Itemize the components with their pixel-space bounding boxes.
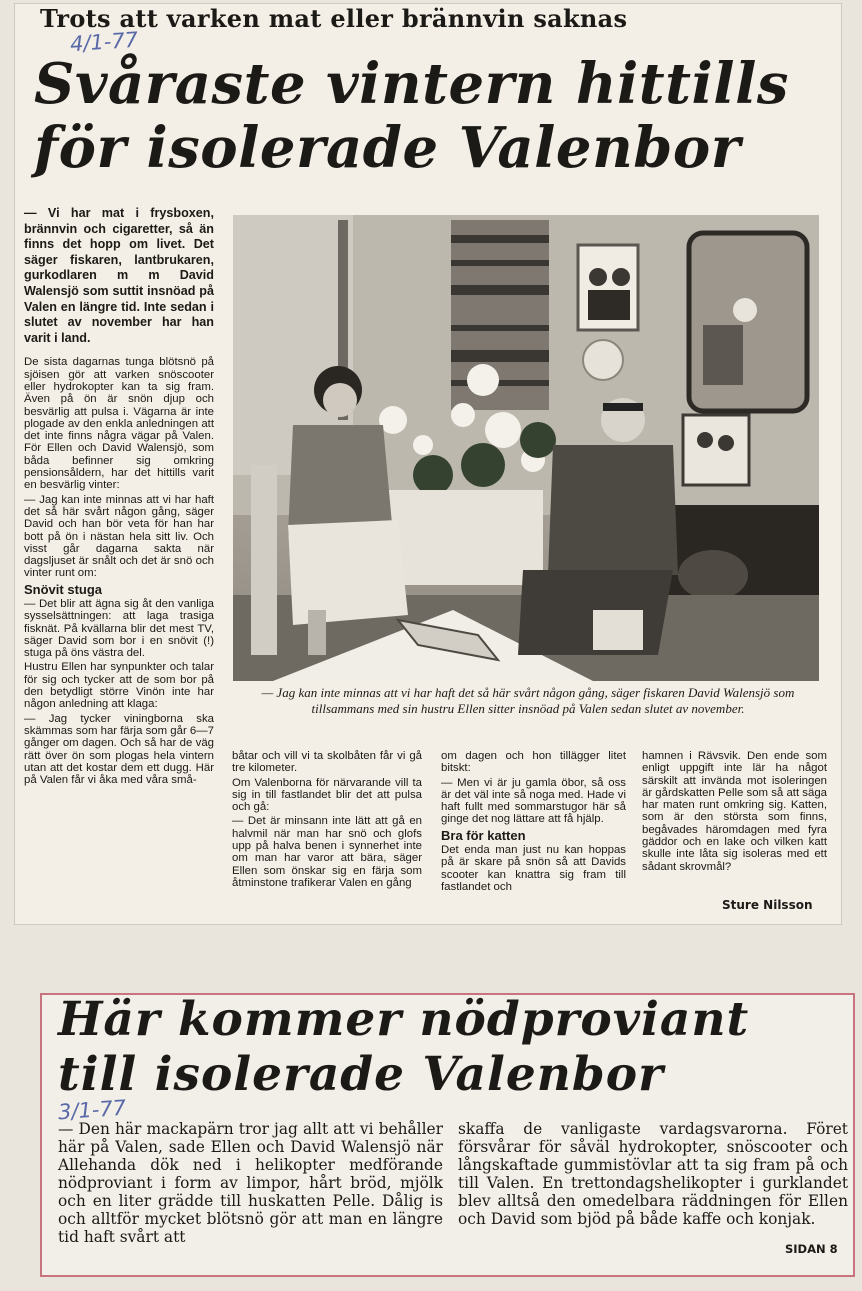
body-paragraph: om dagen och hon tillägger litet bitskt:: [441, 750, 626, 775]
body-paragraph: — Men vi är ju gamla öbor, så oss är det väl inte så noga med. Hade vi haft fullt med sommarstugor här så ginge det nog lättare att få hjälp.: [441, 776, 626, 826]
page-reference: SIDAN 8: [785, 1242, 838, 1256]
subheading-bra-for-katten: Bra för katten: [441, 827, 526, 843]
photo-caption: — Jag kan inte minnas att vi har haft det så här svårt någon gång, säger fiskaren David Walensjö som tillsammans med sin hustru Ellen sitter insnöad på Valen sedan slutet av november.: [261, 685, 795, 716]
main-headline: [34, 52, 834, 180]
article-column-1: [24, 206, 214, 788]
body-paragraph: — Det blir att ägna sig åt den vanliga sysselsättningen: att laga trasiga fisknät. På kvällarna blir det mest TV, säger David som bor i en snövit (!) stuga på öns västra del.: [24, 597, 214, 660]
article2-column-2: skaffa de vanligaste vardagsvarorna. Föret försvårar för såväl hydrokopter, snöscooter och långskaftade gummistövlar att ta sig fram på och till Valen. En trettondagshelikopter i gurklandet blev alltså den omedelbara räddningen för Ellen och David som bjöd på både kaffe och konjak.: [458, 1120, 848, 1228]
body-paragraph: Om Valenborna för närvarande vill ta sig in till fastlandet blir det att pulsa och gå:: [232, 776, 422, 814]
second-headline: [58, 992, 848, 1102]
handwritten-date-2: 3/1-77: [57, 1095, 127, 1125]
article-column-3: [441, 750, 626, 895]
body-paragraph: De sista dagarnas tunga blötsnö på sjöisen gör att varken snöscooter eller hydrokopter kan ta sig fram. Även på ön är snön djup och besvärlig att pulsa i. Vägarna är inte plogade av den enkla anledningen att det inte finns några vägar på Valen. För Ellen och David Walensjö, som båda befinner sig omkring pensionsåldern, har det hittills varit en besvärlig vinter:: [24, 356, 214, 492]
headline-line-2: för isolerade Valenbor: [34, 115, 741, 181]
article-column-4: [642, 750, 827, 875]
body-paragraph: — Jag kan inte minnas att vi har haft det så här svårt någon gång, säger David och han bör veta för han har bott på ön i nästan hela sitt liv. Och visst går dagarna sakta när dagsljuset är snålt och det är snö och vinter runt om:: [24, 493, 214, 580]
byline: Sture Nilsson: [722, 898, 813, 912]
headline2-line-1: Här kommer nödproviant: [58, 992, 750, 1047]
body-paragraph: Hustru Ellen har synpunkter och talar för sig och tycker att de som bor på den betydligt större Vinön inte har någon anledning att klaga:: [24, 661, 214, 711]
body-paragraph: båtar och vill vi ta skolbåten får vi gå tre kilometer.: [232, 750, 422, 775]
kicker-headline: Trots att varken mat eller brännvin saknas: [40, 4, 628, 33]
body-paragraph: — Jag tycker viningborna ska skämmas som har färja som går 6—7 gånger om dagen. Och så har de väg rätt över ön som plogas hela vintern utan att det kostar dem ett dugg. Här på Valen får vi åka med våra små-: [24, 712, 214, 787]
body-paragraph: — Det är minsann inte lätt att gå en halvmil när man har snö och glofs upp på halva benen i synnerhet inte om man har varor att bära, säger Ellen som önskar sig en färja som åtminstone trafikerar Valen en gång: [232, 815, 422, 889]
article-column-2: [232, 750, 422, 891]
body-paragraph: Det enda man just nu kan hoppas på är skare på snön så att Davids scooter kan knattra sig fram till fastlandet och: [441, 844, 626, 893]
photo-illustration: [233, 215, 819, 681]
article2-column-1: — Den här mackapärn tror jag allt att vi behåller här på Valen, sade Ellen och David Walensjö när Allehanda dök ned i helikopter medförande nödproviant i form av limpor, hårt bröd, mjölk och en liter grädde till huskatten Pelle. Dålig is och alltför mycket blötsnö gör att man en längre tid haft svårt att: [58, 1120, 443, 1246]
headline-line-1: Svåraste vintern hittills: [34, 51, 789, 117]
headline2-line-2: till isolerade Valenbor: [58, 1047, 664, 1102]
body-paragraph: hamnen i Rävsvik. Den ende som enligt uppgift inte lär ha något särskilt att invända mot isoleringen är gårdskatten Pelle som så att säga har maten runt omkring sig. Katten, som är den största som finns, begåvades häromdagen med fyra gäddor och en lake och vilken katt skulle inte låta sig isoleras med ett sådant skrovmål?: [642, 750, 827, 873]
subheading-snovit-stuga: Snövit stuga: [24, 581, 103, 597]
photo-couple-interior: [233, 215, 819, 681]
handwritten-date-1: 4/1-77: [69, 27, 139, 57]
lead-paragraph: — Vi har mat i frysboxen, brännvin och cigaretter, så än finns det hopp om livet. Det säger fiskaren, lantbrukaren, gurkodlaren m m David Walensjö som suttit insnöad på Valen en längre tid. Inte sedan i slutet av november har han varit i land.: [24, 206, 214, 345]
